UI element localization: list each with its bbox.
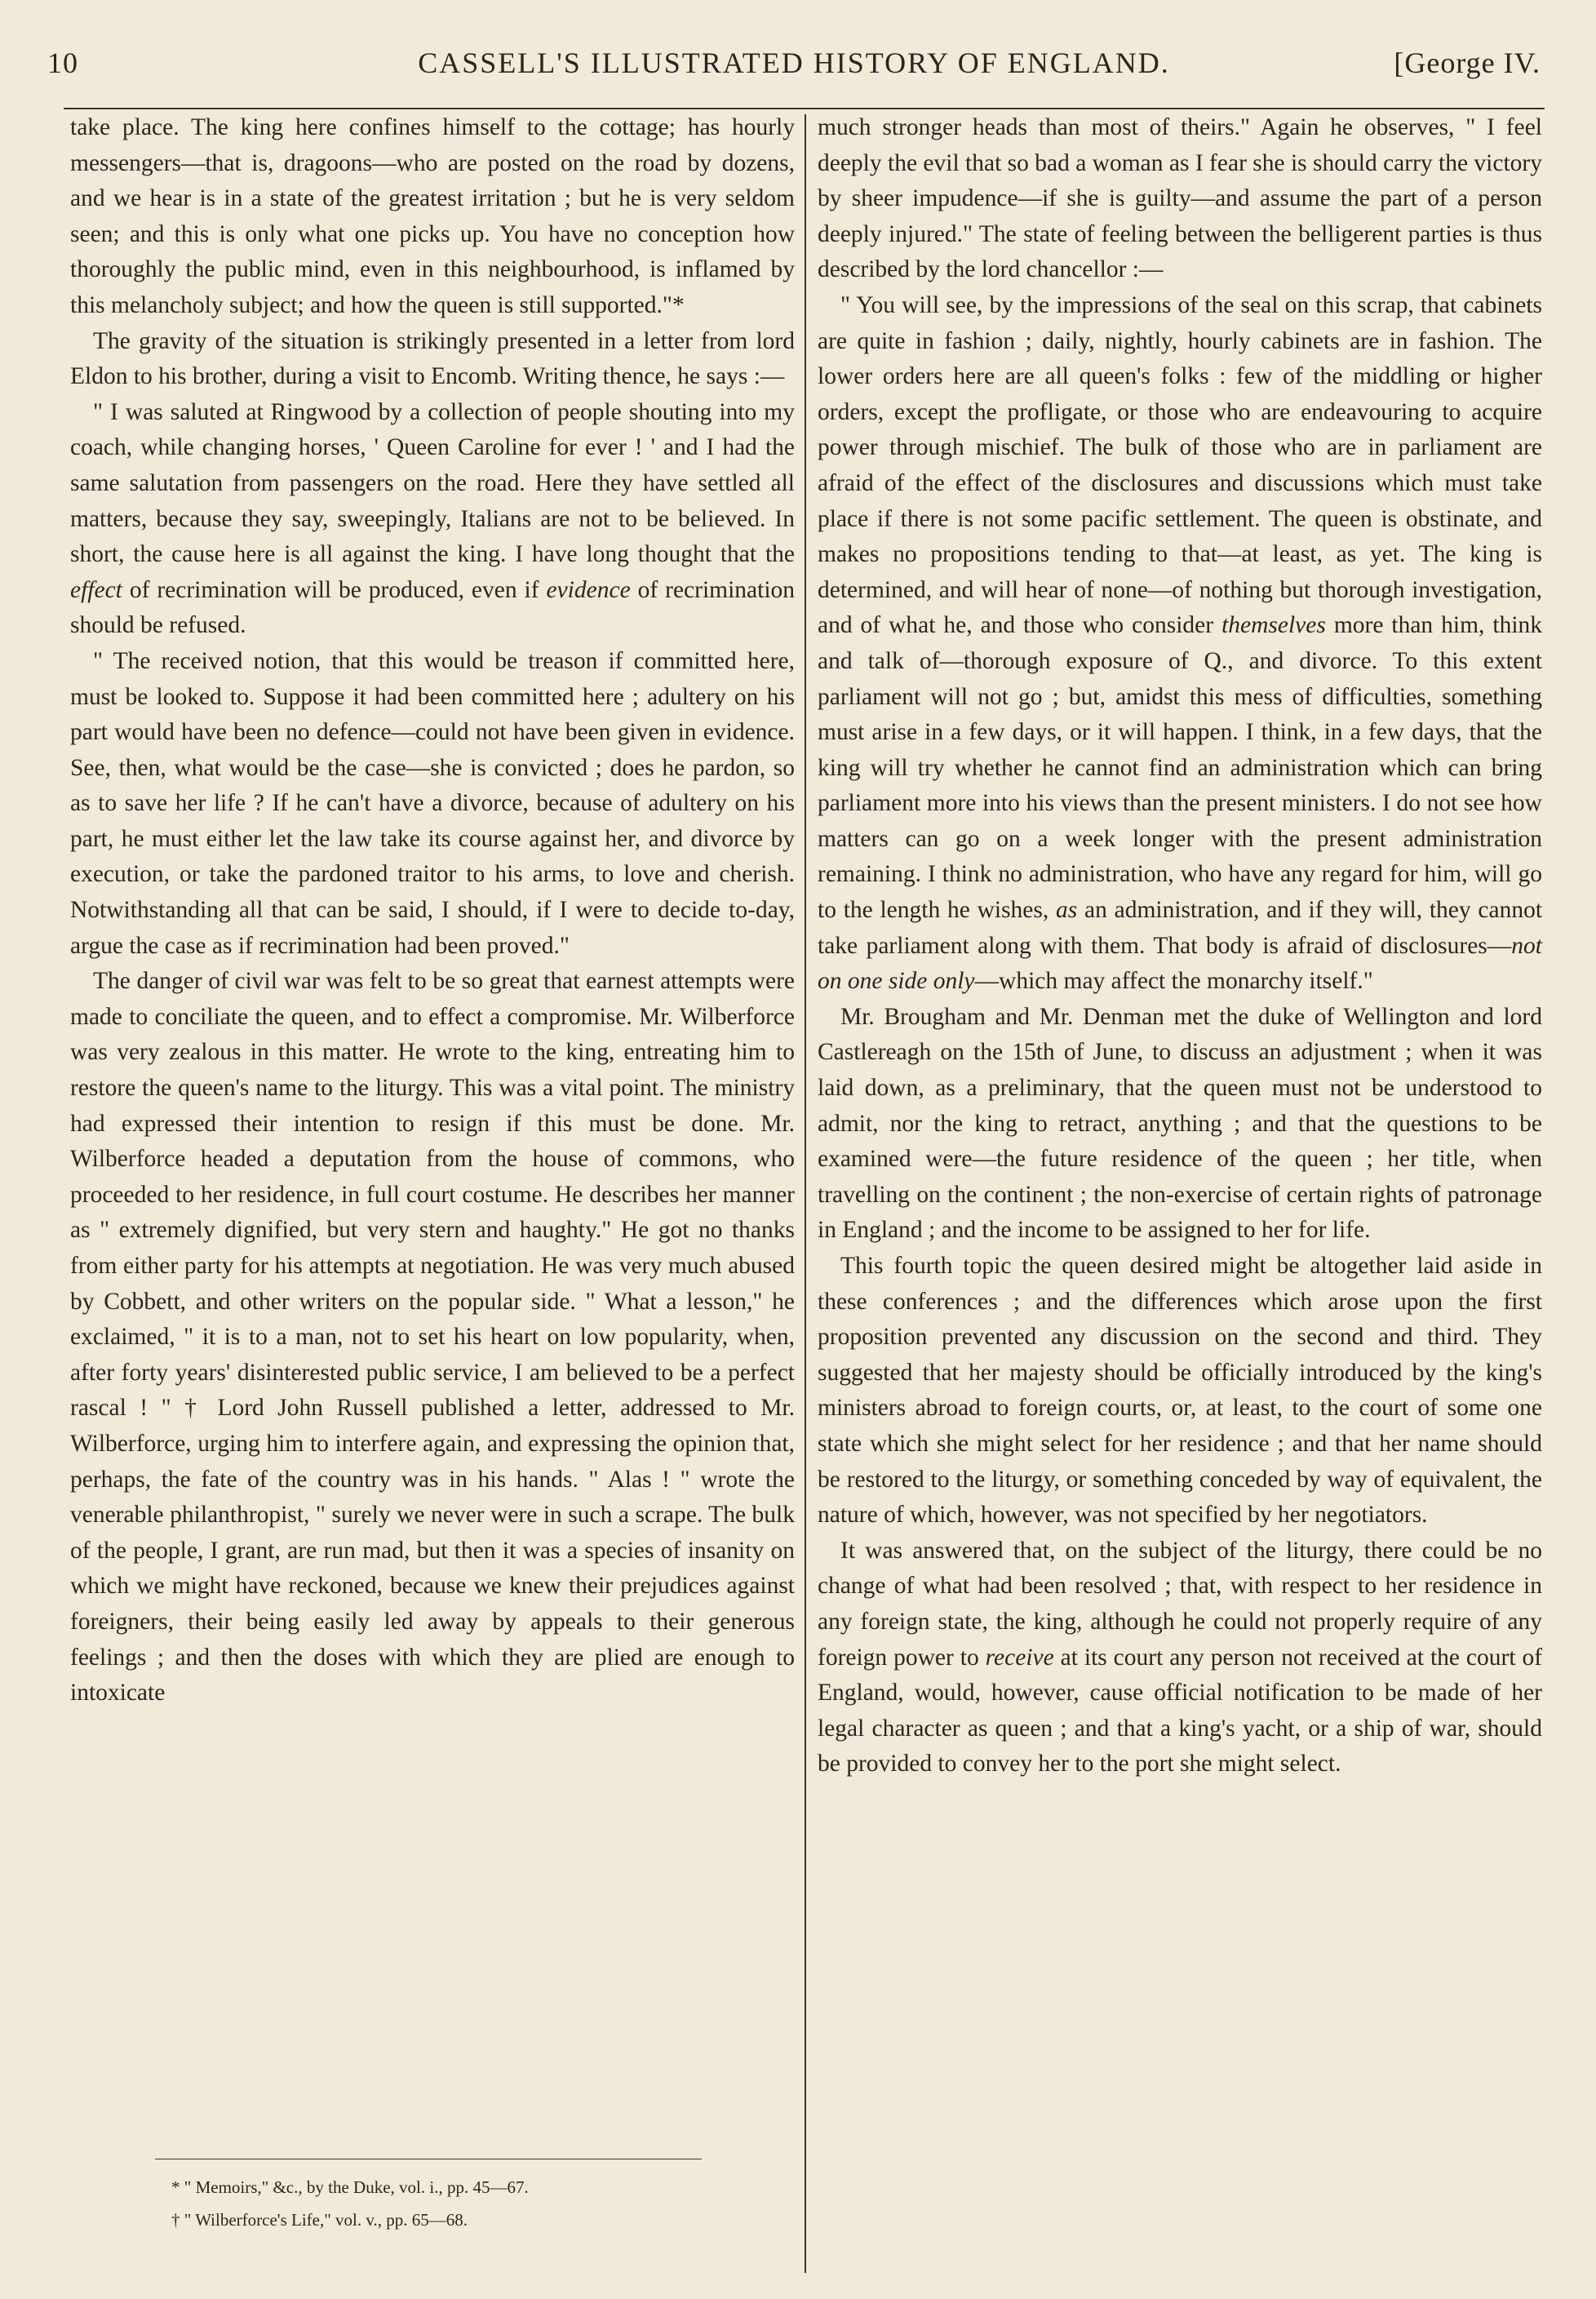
right-p2-emphasis-themselves: themselves bbox=[1221, 612, 1326, 639]
right-p2-emphasis-as: as bbox=[1056, 897, 1078, 924]
right-p2-text-d: —which may affect the monarchy itself." bbox=[974, 968, 1373, 995]
left-paragraph-3 bbox=[70, 395, 795, 644]
left-paragraph-2: The gravity of the situation is strikingly presented in a letter from lord Eldon to his brother, during a visit to Encomb. Writing thence, he says :— bbox=[70, 327, 795, 390]
right-p5-text-a: It was answered that, on the subject of the liturgy, there could be no change of what had been resolved ; that, with respect to her residence in any foreign state, the king, although he could not properly require of any foreign power to bbox=[818, 1537, 1542, 1671]
right-p5-emphasis-receive: receive bbox=[985, 1644, 1054, 1671]
running-title: CASSELL'S ILLUSTRATED HISTORY OF ENGLAND. bbox=[418, 47, 1170, 79]
footnotes bbox=[171, 2171, 743, 2236]
right-p2-emphasis-side: not on one side only bbox=[818, 932, 1542, 995]
right-paragraph-4: This fourth topic the queen desired might be altogether laid aside in these conferences ; and the differences which arose upon the first proposition prevented any discussion on the second and third. They suggested that her majesty should be officially introduced by the king's ministers abroad to foreign courts, or, at least, to the court of some one state which she might select for her residence ; and that her name should be restored to the liturgy, or something conceded by way of equivalent, the nature of which, however, was not specified by her negotiators. bbox=[818, 1253, 1542, 1529]
right-p2-text-c: an administration, and if they will, they cannot take parliament along with them. That body is afraid of disclosures— bbox=[818, 897, 1543, 959]
footnote-2: † " Wilberforce's Life," vol. v., pp. 65—68. bbox=[171, 2210, 468, 2230]
column-divider bbox=[805, 114, 806, 2273]
left-p3-text-c: of recrimination should be refused. bbox=[70, 576, 796, 639]
left-p3-emphasis-effect: effect bbox=[70, 576, 122, 603]
left-p3-text-b: of recrimination will be produced, even if bbox=[129, 576, 539, 603]
page-header bbox=[47, 39, 1541, 88]
left-paragraph-5: The danger of civil war was felt to be so great that earnest attempts were made to conciliate the queen, and to effect a compromise. Mr. Wilberforce was very zealous in this matter. He wrote to the king, entreating him to restore the queen's name to the liturgy. This was a vital point. The ministry had expressed their intention to resign if this must be done. Mr. Wilberforce headed a deputation from the house of commons, who proceeded to her residence, in full court costume. He describes her manner as " extremely dignified, but very stern and haughty." He got no thanks from either party for his attempts at negotiation. He was very much abused by Cobbett, and other writers on the popular side. " What a lesson," he exclaimed, " it is to a man, not to set his heart on low popularity, when, after forty years' disinterested public service, I am believed to be a perfect rascal ! " † Lord John Russell published a letter, addressed to Mr. Wilberforce, urging him to interfere again, and expressing the opinion that, perhaps, the fate of the country was in his hands. " Alas ! " wrote the venerable philanthropist, " surely we never were in such a scrape. The bulk of the people, I grant, are run mad, but then it was a species of insanity on which we might have reckoned, because we knew their prejudices against foreigners, their being easily led away by appeals to their generous feelings ; and then the doses with which they are plied are enough to intoxicate bbox=[70, 968, 795, 1706]
right-p2-text-a: " You will see, by the impressions of the seal on this scrap, that cabinets are quite in fashion ; daily, nightly, hourly cabinets are in fashion. The lower orders here are all queen's folks : few of the middling or higher orders, except the profligate, or those who are endeavouring to acquire power through mischief. The bulk of those who are in parliament are afraid of the effect of the disclosures and discussions which must take place if there is not some pacific settlement. The queen is obstinate, and makes no propositions tending to that—at least, as yet. The king is determined, and will hear of none—of nothing but thorough investigation, and of what he, and those who consider bbox=[818, 291, 1542, 639]
right-paragraph-2 bbox=[818, 288, 1542, 1000]
left-p3-text-a: " I was saluted at Ringwood by a collection of people shouting into my coach, while changing horses, ' Queen Caroline for ever ! ' and I had the same salutation from passengers on the road. Here they have settled all matters, because they say, sweepingly, Italians are not to be believed. In short, the cause here is all against the king. I have long thought that the bbox=[70, 398, 795, 568]
right-p2-text-b: more than him, think and talk of—thorough exposure of Q., and divorce. To this extent parliament will not go ; but, amidst this mess of difficulties, something must arise in a few days, or it will happen. I think, in a few days, that the king will try whether he cannot find an administration which can bring parliament more into his views than the present ministers. I do not see how matters can go on a week longer with the present administration remaining. I think no administration, who have any regard for him, will go to the length he wishes, bbox=[818, 612, 1543, 924]
running-section: [George IV. bbox=[1394, 47, 1541, 79]
left-paragraph-1: take place. The king here confines himself to the cottage; has hourly messengers—that is, dragoons—who are posted on the road by dozens, and we hear is in a state of the greatest irritation ; but he is very seldom seen; and this is only what one picks up. You have no conception how thoroughly the public mind, even in this neighbourhood, is inflamed by this melancholy subject; and how the queen is still supported."* bbox=[70, 114, 795, 318]
right-paragraph-3: Mr. Brougham and Mr. Denman met the duke of Wellington and lord Castlereagh on the 15th of June, to discuss an adjustment ; when it was laid down, as a preliminary, that the queen must not be understood to admit, nor the king to retract, anything ; and that the questions to be examined were—the future residence of the queen ; her title, when travelling on the continent ; the non-exercise of certain rights of patronage in England ; and the income to be assigned to her for life. bbox=[818, 1003, 1542, 1244]
page-number: 10 bbox=[47, 47, 78, 79]
left-column bbox=[70, 110, 795, 1711]
left-p3-emphasis-evidence: evidence bbox=[546, 576, 631, 603]
right-p5-text-b: at its court any person not received at the court of England, would, however, cause official notification to be made of her legal character as queen ; and that a king's yacht, or a ship of war, should be provided to convey her to the port she might select. bbox=[818, 1644, 1543, 1778]
header-rule bbox=[64, 108, 1545, 109]
footnote-1: * " Memoirs," &c., by the Duke, vol. i., pp. 45—67. bbox=[171, 2177, 529, 2197]
right-column bbox=[818, 110, 1542, 1782]
left-paragraph-4: " The received notion, that this would be treason if committed here, must be looked to. Suppose it had been committed here ; adultery on his part would have been no defence—could not have been given in evidence. See, then, what would be the case—she is convicted ; does he pardon, so as to save her life ? If he can't have a divorce, because of adultery on his part, he must either let the law take its course against her, and divorce by execution, or take the pardoned traitor to his arms, to love and cherish. Notwithstanding all that can be said, I should, if I were to decide to-day, argue the case as if recrimination had been proved." bbox=[70, 647, 795, 959]
right-paragraph-5 bbox=[818, 1533, 1542, 1782]
right-paragraph-1: much stronger heads than most of theirs." Again he observes, " I feel deeply the evil that so bad a woman as I fear she is should carry the victory by sheer impudence—if she is guilty—and assume the part of a person deeply injured." The state of feeling between the belligerent parties is thus described by the lord chancellor :— bbox=[818, 114, 1542, 283]
